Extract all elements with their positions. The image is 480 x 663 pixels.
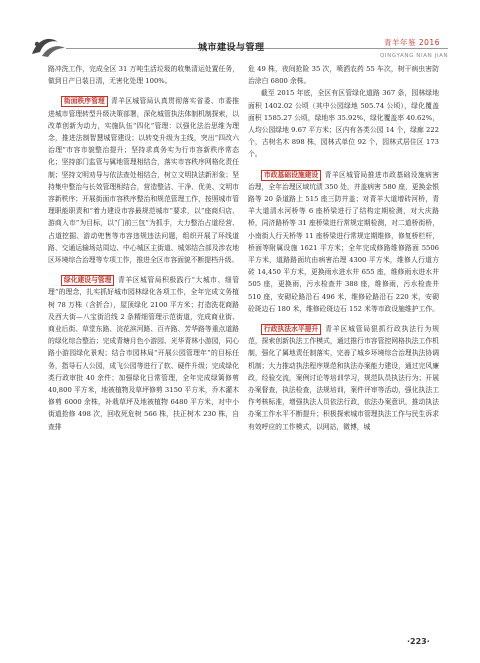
section-paragraph bbox=[48, 274, 239, 433]
section-heading: 行政执法水平提升 bbox=[261, 324, 321, 335]
paragraph-text: 路冲洗工作，完成全区 31 万吨生活垃圾的收集清运处置任务，做到日产日装日清，无害化处理 100%。 bbox=[48, 65, 239, 86]
yearbook-pinyin: QINGYANG NIAN JIAN bbox=[380, 53, 449, 59]
body-paragraph bbox=[248, 63, 439, 87]
paragraph-gap bbox=[48, 266, 239, 274]
paragraph-gap bbox=[48, 87, 239, 95]
section-heading: 市政基础设施建设 bbox=[261, 170, 321, 181]
yearbook-label: 青羊年鉴 2016 bbox=[384, 38, 440, 47]
yearbook-logo-icon bbox=[28, 32, 68, 60]
body-paragraph bbox=[48, 63, 239, 87]
paragraph-text: 危 49 株，夜间抢险 35 次，喷洒农药 55 车次，树干病虫害防治涂白 6800 余株。 bbox=[248, 65, 439, 86]
section-paragraph bbox=[248, 323, 439, 433]
page-header bbox=[0, 0, 480, 62]
body-paragraph bbox=[248, 87, 439, 160]
paragraph-gap bbox=[248, 161, 439, 169]
section-heading: 街面秩序管理 bbox=[61, 96, 108, 107]
left-text-column bbox=[48, 63, 239, 433]
paragraph-text: 青羊区城管局推进市政基础设施病害治理，全年治理区域坑渍 350 处，井盖病害 580 座，更换金银路等 20 条道路上 515 座三防井盖；对青羊大道增砖河桥，青羊大道清水河桥等 6 座桥梁进行了结构定期检测，对大庆路桥，同济路桥等 31 座桥梁进行常规定期检测，对二道桥街桥，小南街人行天桥等 11 座桥梁进行常规定期维修，修复桥栏杆，桥面等附属设施 1621 平方米；全年完成修路维修路面 5506 平方米，道路路面坑由病害治理 4300 平方米，维修人行道方砖 14,450 平方米，更换雨水进水井 655 座，维修雨水进水井 505 座，更换雨，污水检查井 388 座，维修雨，污水检查井 510 座，安砌砼路沿石 496 米，维修砼路沿石 220 米，安砌砼斑边石 180 米，维修砼斑边石 152 米等市政设施维护工作。 bbox=[248, 170, 439, 313]
page-number: ·223· bbox=[407, 637, 430, 646]
paragraph-text: 青羊区城管局狠抓行政执法行为规范，探索创新执法工作模式，通过推行市容管控网格执法工作机制，强化了属地责任制落实，完善了城乡环境综合治理执法协调机制；大力推动执法程序规范和执法办案能力建设，通过完风廉政，经验交流，案例讨论等培训学习，规范队员执法行为；开展办案督查，执法检查，法规培训，案件评审等活动，强化执法工作考核标准，增强执法人员依法行政，依法办案意识，推动执法办案工作水平不断提升；积极探索城市管理执法工作与民生诉求有效呼应的工作模式，以网站，微博，城 bbox=[248, 325, 439, 431]
section-paragraph bbox=[48, 95, 239, 266]
paragraph-text: 青羊区城管局积极践行“大城市、细管理”的理念，扎实抓好城市园林绿化各项工作，全年完成文务植树 78 万株（含折合），屋顶绿化 2100 平方米；打造洗花商路及西大街—八宝街沿线 2 条精细管理示范街道，完成商业街、商业后街、草堂东路、浣花滨河路、百卉路、芳华路等重点道路的绿化综合整治；完成青塘月色小游园、光华青林小游园，同心路小游园绿化景观；结合市园林局“开展公园管理年”的目标任务，指导石人公园，成飞公园等进行了软、硬件升级；完成绿化类行政审批 40 余件；加强绿化日常管理，全年完成绿篱修剪 40,800 平方米，地被植物及草坪修剪 3150 平方米，乔木灌木修剪 6000 余株，补栽草坪及地被植物 6480 平方米，对中小街道抢修 498 次，回收死危树 566 株，扶正树木 230 株，自查排 bbox=[48, 276, 239, 431]
right-text-column bbox=[248, 63, 439, 433]
section-heading: 绿化建设与管理 bbox=[61, 275, 115, 286]
section-title: 城市建设与管理 bbox=[198, 43, 265, 53]
section-paragraph bbox=[248, 169, 439, 315]
paragraph-text: 青羊区城管局认真贯彻落实省委、市委推进城市管理转型升级决策部署，深化城管执法体制机制探索，以改革创新为动力，实施队伍“四化”管理：以强化法治思维为理念，推进法制智慧城管建设；以转变升级为主线，突出“四改六治理”市容市貌整治提升；坚持求真务实为行市容新秩序常态化；坚持部门监管与属地管理相结合，落实市容秩序网格化责任制；坚持文明劝导与依法查处相结合，树立文明执法新形象；坚持集中整治与长效管理相结合，营造整洁、干净、优美、文明市容新秩序；开展街面市容秩序整治和规范管理工作，按照城市管理职能职责和“着力建设市容最规范城市”要求，以“座商归店、游商入市”为目标，以“门前三包”为抓手，大力整治占道经营、占道挖掘、游动兜售等市容违规违法问题，组织开展了环线道路、交通运输场站周边、中心城区主街道、城郊结合部及涉农地区环境综合治理等专项工作，推进全区市容面貌不断提档升级。 bbox=[48, 97, 239, 265]
paragraph-text: 截至 2015 年底，全区有区管绿化道路 367 条，园林绿地面积 1402.02 公顷（其中公园绿地 505.74 公顷），绿化覆盖面积 1585.27 公顷，绿地率 35.92%，绿化覆盖率 40.62%，人均公园绿地 9.67 平方米；区内有各类公园 14 个，绿廊 222 个，古树名木 898 株，园林式单位 92 个，园林式居住区 173 个。 bbox=[248, 89, 439, 159]
paragraph-gap bbox=[248, 315, 439, 323]
